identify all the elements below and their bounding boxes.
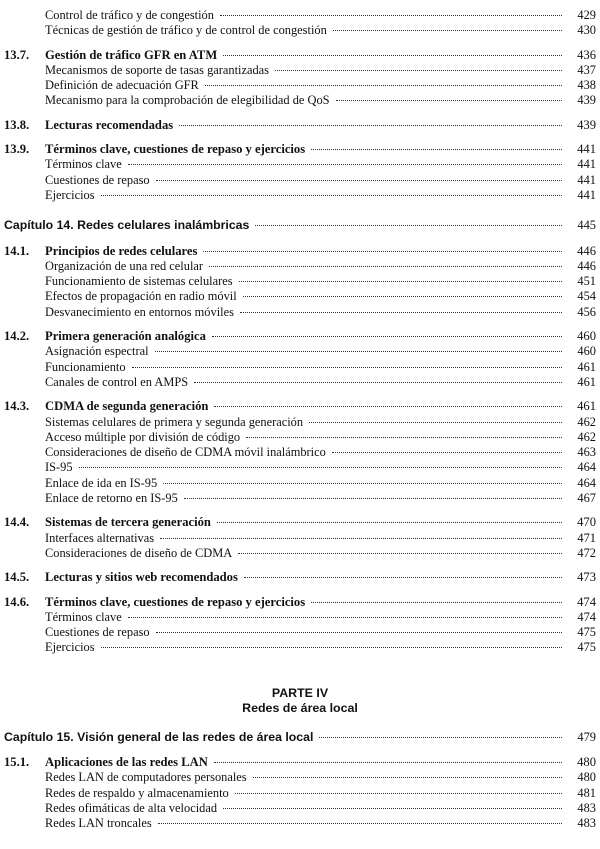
toc-item-title: Cuestiones de repaso: [45, 625, 150, 640]
toc-page-number: 483: [577, 816, 596, 831]
dot-leader: [246, 437, 562, 438]
dot-leader: [203, 251, 562, 252]
section-title: Aplicaciones de las redes LAN: [45, 754, 208, 769]
toc-item-title: Asignación espectral: [45, 344, 149, 359]
toc-item-title: Mecanismo para la comprobación de elegibilidad de QoS: [45, 93, 330, 108]
toc-page-number: 474: [577, 594, 596, 609]
part-subtitle: Redes de área local: [242, 700, 358, 715]
toc-page-number: 441: [577, 157, 596, 172]
section-number: 14.6.: [4, 594, 30, 609]
section-number: 13.8.: [4, 117, 30, 132]
toc-page-number: 471: [577, 530, 596, 545]
dot-leader: [214, 406, 562, 407]
dot-leader: [309, 422, 562, 423]
toc-item[interactable]: [0, 93, 600, 108]
dot-leader: [253, 777, 562, 778]
toc-page-number: 437: [577, 62, 596, 77]
section-number: 13.7.: [4, 47, 30, 62]
toc-item[interactable]: [0, 188, 600, 203]
toc-section-13-9[interactable]: [0, 142, 600, 157]
toc-page-number: 438: [577, 78, 596, 93]
toc-item-title: Enlace de ida en IS-95: [45, 475, 158, 490]
section-title: Primera generación analógica: [45, 329, 206, 344]
chapter-title: Capítulo 14. Redes celulares inalámbricas: [4, 218, 250, 233]
toc-page-number: 479: [577, 729, 596, 744]
dot-leader: [223, 55, 562, 56]
toc-item[interactable]: [0, 23, 600, 38]
toc-item-title: Términos clave: [45, 609, 122, 624]
dot-leader: [158, 823, 562, 824]
dot-leader: [212, 336, 562, 337]
section-number: 15.1.: [4, 754, 30, 769]
toc-chapter-15[interactable]: [0, 730, 600, 745]
toc-item-title: Efectos de propagación en radio móvil: [45, 289, 237, 304]
dot-leader: [156, 632, 562, 633]
toc-section-15-1[interactable]: [0, 755, 600, 770]
toc-item[interactable]: [0, 491, 600, 506]
section-title: Principios de redes celulares: [45, 243, 198, 258]
section-number: 14.3.: [4, 399, 30, 414]
toc-page-number: 475: [577, 640, 596, 655]
toc-page-number: 461: [577, 359, 596, 374]
dot-leader: [223, 808, 562, 809]
toc-item-title: Control de tráfico y de congestión: [45, 8, 214, 22]
toc-page-number: 480: [577, 770, 596, 785]
dot-leader: [155, 351, 562, 352]
section-number: 14.4.: [4, 515, 30, 530]
dot-leader: [205, 85, 562, 86]
section-title: CDMA de segunda generación: [45, 399, 209, 414]
toc-item-title: Organización de una red celular: [45, 258, 204, 273]
toc-page-number: 464: [577, 460, 596, 475]
dot-leader: [194, 382, 562, 383]
toc-item[interactable]: [0, 640, 600, 655]
toc-item[interactable]: [0, 430, 600, 445]
dot-leader: [319, 737, 562, 738]
toc-page-number: 463: [577, 445, 596, 460]
toc-item[interactable]: [0, 445, 600, 460]
toc-item-title: Interfaces alternativas: [45, 530, 155, 545]
toc-item-title: Técnicas de gestión de tráfico y de control de congestión: [45, 23, 327, 38]
toc-item[interactable]: [0, 460, 600, 475]
toc-page-number: 461: [577, 399, 596, 414]
dot-leader: [239, 281, 562, 282]
toc-item[interactable]: [0, 360, 600, 375]
dot-leader: [156, 180, 562, 181]
dot-leader: [217, 522, 562, 523]
toc-item-title: Consideraciones de diseño de CDMA: [45, 545, 233, 560]
toc-item-title: Cuestiones de repaso: [45, 172, 150, 187]
toc-page-number: 481: [577, 785, 596, 800]
section-title: Términos clave, cuestiones de repaso y ejercicios: [45, 142, 306, 157]
toc-item[interactable]: [0, 801, 600, 816]
toc-page-number: 445: [577, 218, 596, 233]
toc-item-title: Redes LAN de computadores personales: [45, 770, 247, 785]
toc-page-number: 460: [577, 344, 596, 359]
toc-item[interactable]: [0, 344, 600, 359]
toc-item-title: Desvanecimiento en entornos móviles: [45, 304, 234, 319]
toc-item-title: Ejercicios: [45, 187, 95, 202]
toc-item[interactable]: [0, 476, 600, 491]
toc-item-title: Consideraciones de diseño de CDMA móvil inalámbrico: [45, 445, 326, 460]
toc-item[interactable]: [0, 375, 600, 390]
toc-page-number: 446: [577, 243, 596, 258]
toc-item-title: Sistemas celulares de primera y segunda generación: [45, 414, 304, 429]
dot-leader: [220, 15, 562, 16]
toc-section-14-4[interactable]: [0, 515, 600, 530]
toc-page-number: 460: [577, 329, 596, 344]
section-title: Gestión de tráfico GFR en ATM: [45, 47, 218, 62]
dot-leader: [311, 602, 562, 603]
toc-page-number: 467: [577, 491, 596, 506]
toc-chapter-14[interactable]: [0, 218, 600, 233]
dot-leader: [214, 762, 562, 763]
toc-item[interactable]: [0, 415, 600, 430]
toc-page-number: 462: [577, 414, 596, 429]
toc-page-number: 429: [577, 8, 596, 22]
toc-item[interactable]: [0, 531, 600, 546]
toc-item-title: Redes ofimáticas de alta velocidad: [45, 800, 218, 815]
toc-item[interactable]: [0, 546, 600, 561]
toc-section-14-2[interactable]: [0, 329, 600, 344]
toc-item[interactable]: [0, 786, 600, 801]
dot-leader: [336, 100, 562, 101]
chapter-title: Capítulo 15. Visión general de las redes de área local: [4, 729, 314, 744]
dot-leader: [244, 577, 562, 578]
toc-page-number: 441: [577, 142, 596, 157]
dot-leader: [255, 225, 562, 226]
dot-leader: [184, 498, 562, 499]
dot-leader: [209, 266, 562, 267]
toc-item-title: Definición de adecuación GFR: [45, 78, 199, 93]
toc-item[interactable]: [0, 259, 600, 274]
part-label: PARTE IV: [271, 685, 329, 700]
toc-item[interactable]: [0, 770, 600, 785]
toc-page-number: 461: [577, 374, 596, 389]
dot-leader: [163, 483, 562, 484]
dot-leader: [101, 195, 562, 196]
section-number: 14.5.: [4, 570, 30, 585]
dot-leader: [238, 553, 562, 554]
dot-leader: [101, 647, 562, 648]
toc-item[interactable]: [0, 173, 600, 188]
toc-item[interactable]: [0, 8, 600, 23]
toc-section-14-5[interactable]: [0, 570, 600, 585]
dot-leader: [132, 367, 562, 368]
toc-page-number: 472: [577, 545, 596, 560]
dot-leader: [235, 793, 562, 794]
toc-item-title: Ejercicios: [45, 640, 95, 655]
toc-item[interactable]: [0, 610, 600, 625]
toc-item-title: Mecanismos de soporte de tasas garantizadas: [45, 62, 269, 77]
section-title: Lecturas y sitios web recomendados: [45, 570, 238, 585]
toc-item-title: Funcionamiento: [45, 359, 126, 374]
toc-page-number: 454: [577, 289, 596, 304]
toc-page-number: 441: [577, 172, 596, 187]
dot-leader: [160, 538, 562, 539]
toc-item-title: Términos clave: [45, 157, 122, 172]
toc-page-number: 430: [577, 23, 596, 38]
toc-item-title: Canales de control en AMPS: [45, 374, 189, 389]
dot-leader: [79, 467, 562, 468]
dot-leader: [243, 296, 562, 297]
toc-page-number: 456: [577, 304, 596, 319]
toc-item-title: IS-95: [45, 460, 73, 475]
toc-item-title: Enlace de retorno en IS-95: [45, 491, 178, 506]
toc-page-number: 439: [577, 117, 596, 132]
dot-leader: [128, 617, 562, 618]
toc-page-number: 473: [577, 570, 596, 585]
toc-item[interactable]: [0, 816, 600, 831]
section-number: 13.9.: [4, 142, 30, 157]
section-title: Términos clave, cuestiones de repaso y ejercicios: [45, 594, 306, 609]
toc-item[interactable]: [0, 78, 600, 93]
toc-section-13-7[interactable]: [0, 48, 600, 63]
toc-page-number: 446: [577, 258, 596, 273]
toc-page-number: 474: [577, 609, 596, 624]
toc-page-number: 451: [577, 274, 596, 289]
dot-leader: [179, 125, 562, 126]
toc-page-number: 436: [577, 47, 596, 62]
toc-page-number: 462: [577, 429, 596, 444]
dot-leader: [311, 149, 562, 150]
toc-item[interactable]: [0, 157, 600, 172]
toc-item[interactable]: [0, 63, 600, 78]
toc-page-number: 439: [577, 93, 596, 108]
dot-leader: [240, 312, 562, 313]
toc-item[interactable]: [0, 305, 600, 320]
toc-page-number: 483: [577, 800, 596, 815]
toc-item-title: Redes LAN troncales: [45, 816, 152, 831]
section-number: 14.1.: [4, 243, 30, 258]
toc-section-13-8[interactable]: [0, 118, 600, 133]
section-title: Sistemas de tercera generación: [45, 515, 211, 530]
dot-leader: [128, 164, 562, 165]
toc-section-14-3[interactable]: [0, 399, 600, 414]
toc-page-number: 441: [577, 187, 596, 202]
toc-page-number: 464: [577, 475, 596, 490]
toc-item-title: Redes de respaldo y almacenamiento: [45, 785, 229, 800]
section-title: Lecturas recomendadas: [45, 117, 174, 132]
dot-leader: [332, 452, 562, 453]
toc-item[interactable]: [0, 274, 600, 289]
toc-item[interactable]: [0, 625, 600, 640]
toc-page-number: 475: [577, 625, 596, 640]
toc-section-14-1[interactable]: [0, 244, 600, 259]
toc-item-title: Funcionamiento de sistemas celulares: [45, 274, 233, 289]
toc-page-number: 470: [577, 515, 596, 530]
section-number: 14.2.: [4, 329, 30, 344]
toc-page-number: 480: [577, 754, 596, 769]
toc-section-14-6[interactable]: [0, 595, 600, 610]
toc-item-title: Acceso múltiple por división de código: [45, 429, 241, 444]
dot-leader: [333, 30, 562, 31]
toc-item[interactable]: [0, 289, 600, 304]
dot-leader: [275, 70, 562, 71]
